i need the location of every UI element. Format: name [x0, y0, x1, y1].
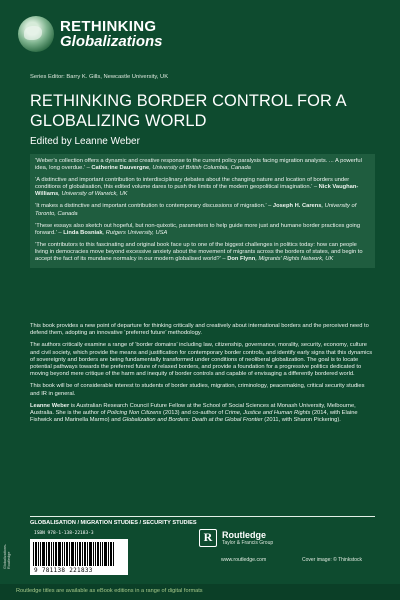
description-paragraph: The authors critically examine a range of ‘border domains’ including law, citizenship, governance, morality, security, economy, culture and civil society, which provide the means and justification for contemporary border controls, and identify early signs that this dynamics of sovereignty and borders are being fundamentally transformed under conditions of neoliberal globalization. The goal is to locate potential pathways towards the preferred future of relaxed borders, and provide a foundation for a progressive politics dedicated to moving beyond mere critique of the harm and inequity of border controls and capable of envisaging a differently bordered world. — [30, 342, 373, 378]
book-title: RETHINKING BORDER CONTROL FOR A GLOBALIZING WORLD — [30, 92, 346, 130]
endorsement-box — [30, 154, 375, 268]
description-paragraph: This book will be of considerable interest to students of border studies, migration, criminology, peacemaking, critical security studies and IR in general. — [30, 383, 365, 397]
routledge-r-icon: R — [199, 529, 217, 547]
endorsement-quote: ‘Weber’s collection offers a dynamic and creative response to the current policy paralysis facing migration analysts. ... A powerful idea, long overdue.’ – Catherine Dauvergne, University of British Columbia, Canada — [35, 158, 362, 172]
barcode — [30, 539, 128, 575]
spine-code: Globalizations-Routledge — [3, 543, 11, 569]
isbn-label: ISBN 978-1-138-22183-3 — [34, 531, 94, 536]
author-bio: Leanne Weber is Australian Research Council Future Fellow at the School of Social Sciences at Monash University, Melbourne, Australia. She is the author of Policing Non Citizens (2013) and co-author of Crime, Justice and Human Rights (2014, with Elaine Fishwick and Marinella Marmo) and Globalization and Borders: Death at the Global Frontier (2011, with Sharon Pickering). — [30, 402, 358, 424]
footer-note: Routledge titles are available as eBook editions in a range of digital formats — [16, 588, 203, 594]
endorsement-quote: ‘A distinctive and important contribution to interdisciplinary debates about the changing nature and location of borders under conditions of globalisation, this edited volume dares to push the limits of the modern geopolitical imagination.’ – Nick Vaughan-Williams, University of Warwick, UK — [35, 177, 359, 198]
series-editor: Series Editor: Barry K. Gills, Newcastle University, UK — [30, 74, 169, 80]
divider — [30, 516, 375, 517]
publisher-name: Routledge — [222, 529, 266, 540]
series-name-line2: Globalizations — [60, 33, 163, 50]
publisher-logo — [199, 529, 273, 547]
publisher-tagline: Taylor & Francis Group — [222, 539, 274, 546]
globe-icon — [18, 16, 54, 52]
endorsement-quote: ‘The contributors to this fascinating and original book face up to one of the biggest challenges in politics today: how can people living in democracies move beyond excessive anxiety about the movement of migrants across the borders of states, and begin to accept the fact of its mundane normalcy in our modern globalised world?’ – Don Flynn, Migrants’ Rights Network, UK — [35, 241, 363, 263]
publisher-url[interactable]: www.routledge.com — [221, 557, 267, 563]
series-name-line1: RETHINKING — [60, 18, 157, 35]
subject-categories: GLOBALISATION / MIGRATION STUDIES / SECURITY STUDIES — [30, 520, 197, 526]
barcode-bars — [33, 542, 125, 566]
series-name — [60, 19, 163, 49]
footer-bar — [0, 584, 400, 600]
endorsement-quote: ‘These essays also sketch out hopeful, but non-quixotic, parameters to help guide more just and humane border practices going forward.’ – Linda Bosniak, Rutgers University, USA — [35, 222, 361, 236]
book-editor: Edited by Leanne Weber — [30, 136, 140, 147]
cover-credit: Cover image: © Thinkstock — [302, 557, 363, 563]
description-paragraph: This book provides a new point of departure for thinking critically and creatively about international borders and the perceived need to defend them, adopting an innovative ‘preferred future’ methodology. — [30, 323, 369, 337]
book-description — [30, 323, 375, 429]
barcode-number: 9 781138 221833 — [34, 567, 93, 574]
endorsement-quote: ‘It makes a distinctive and important contribution to contemporary discussions of migration.’ – Joseph H. Carens, University of Toronto, Canada — [35, 203, 357, 217]
series-logo — [18, 16, 163, 52]
